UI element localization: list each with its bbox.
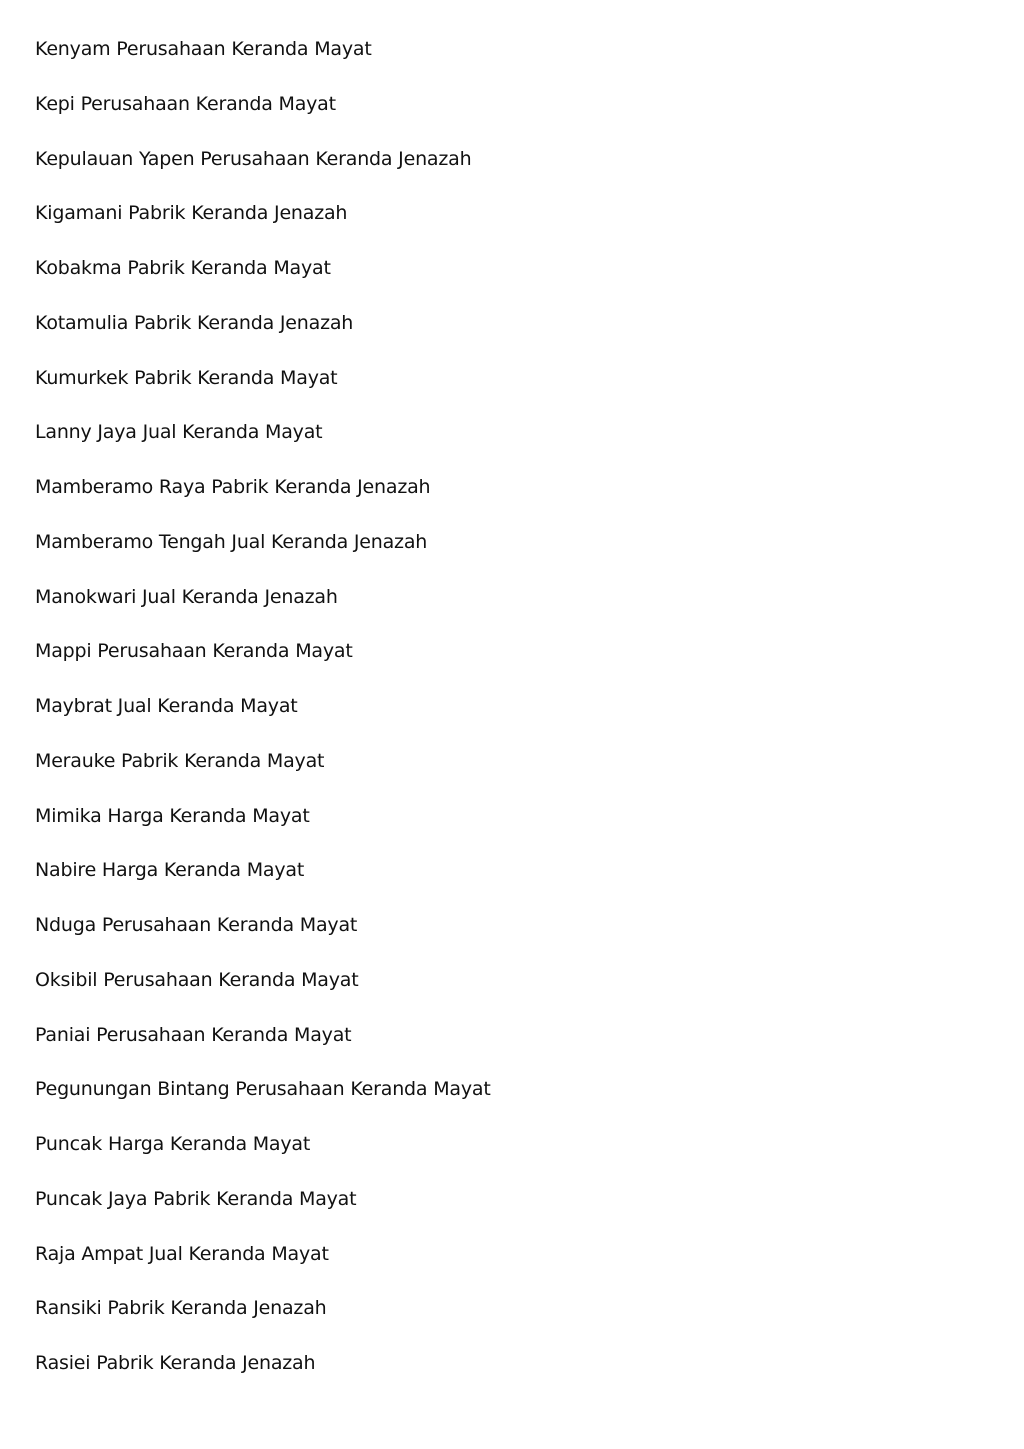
- list-item: Mappi Perusahaan Keranda Mayat: [35, 640, 353, 663]
- list-item: Lanny Jaya Jual Keranda Mayat: [35, 421, 323, 444]
- list-item: Nduga Perusahaan Keranda Mayat: [35, 914, 358, 936]
- list-item: Kigamani Pabrik Keranda Jenazah: [35, 202, 348, 225]
- list-item: Merauke Pabrik Keranda Mayat: [35, 749, 325, 772]
- list-item: Kumurkek Pabrik Keranda Mayat: [35, 366, 338, 389]
- list-item: Mamberamo Raya Pabrik Keranda Jenazah: [35, 476, 431, 498]
- list-item: Raja Ampat Jual Keranda Mayat: [35, 1242, 329, 1265]
- list-item: Mamberamo Tengah Jual Keranda Jenazah: [35, 530, 428, 553]
- list-item: Paniai Perusahaan Keranda Mayat: [35, 1023, 352, 1046]
- list-item: Manokwari Jual Keranda Jenazah: [35, 585, 338, 608]
- list-item: Puncak Jaya Pabrik Keranda Mayat: [35, 1187, 357, 1210]
- list-item: Ransiki Pabrik Keranda Jenazah: [35, 1297, 327, 1320]
- list-item: Kepi Perusahaan Keranda Mayat: [35, 92, 336, 115]
- list-item: Nabire Harga Keranda Mayat: [35, 859, 305, 882]
- list-item: Kobakma Pabrik Keranda Mayat: [35, 257, 331, 279]
- list-item: Rasiei Pabrik Keranda Jenazah: [35, 1352, 316, 1374]
- list-item: Maybrat Jual Keranda Mayat: [35, 695, 298, 717]
- list-item: Pegunungan Bintang Perusahaan Keranda Mayat: [35, 1078, 491, 1101]
- list-item: Mimika Harga Keranda Mayat: [35, 804, 310, 827]
- list-item: Puncak Harga Keranda Mayat: [35, 1133, 311, 1155]
- list-item: Kotamulia Pabrik Keranda Jenazah: [35, 311, 354, 334]
- list-item: Kenyam Perusahaan Keranda Mayat: [35, 38, 372, 60]
- list-item: Oksibil Perusahaan Keranda Mayat: [35, 968, 359, 991]
- keyword-list: [35, 36, 491, 1405]
- list-item: Kepulauan Yapen Perusahaan Keranda Jenazah: [35, 147, 472, 170]
